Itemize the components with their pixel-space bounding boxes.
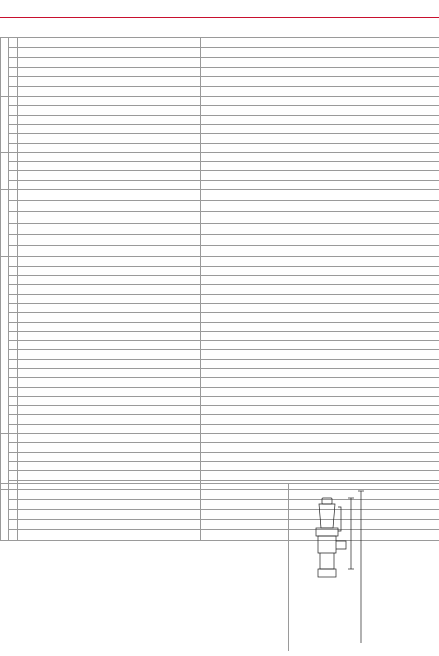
row-label bbox=[18, 143, 201, 152]
table-row bbox=[1, 97, 439, 106]
table-row bbox=[1, 38, 439, 48]
row-value bbox=[201, 38, 439, 48]
group-letter bbox=[3, 133, 6, 141]
valve-sketch bbox=[288, 483, 439, 651]
row-value bbox=[201, 67, 439, 77]
row-label bbox=[18, 47, 201, 57]
row-label bbox=[18, 387, 201, 396]
row-number bbox=[9, 77, 18, 87]
row-number bbox=[9, 124, 18, 133]
table-row bbox=[1, 387, 439, 396]
table-row bbox=[1, 359, 439, 368]
row-label bbox=[18, 359, 201, 368]
group-letter bbox=[3, 167, 6, 175]
group-label bbox=[1, 97, 9, 153]
row-label bbox=[18, 368, 201, 377]
group-letter bbox=[3, 248, 6, 256]
row-value bbox=[201, 212, 439, 223]
row-number bbox=[9, 38, 18, 48]
row-number bbox=[9, 266, 18, 275]
row-number bbox=[9, 341, 18, 350]
row-label bbox=[18, 461, 201, 470]
group-letter bbox=[3, 279, 6, 287]
table-row bbox=[1, 87, 439, 97]
row-number bbox=[9, 234, 18, 245]
row-value bbox=[201, 115, 439, 124]
row-number bbox=[9, 212, 18, 223]
row-label bbox=[18, 285, 201, 294]
group-label bbox=[1, 190, 9, 257]
table-row bbox=[1, 378, 439, 387]
row-label bbox=[18, 406, 201, 415]
table-row bbox=[1, 424, 439, 433]
table-row bbox=[1, 276, 439, 285]
row-label bbox=[18, 331, 201, 340]
row-number bbox=[9, 171, 18, 180]
table-row bbox=[1, 190, 439, 201]
group-letter bbox=[3, 362, 6, 370]
group-letter bbox=[3, 354, 6, 362]
row-value bbox=[201, 77, 439, 87]
row-number bbox=[9, 257, 18, 266]
row-label bbox=[18, 223, 201, 234]
row-value bbox=[201, 285, 439, 294]
row-number bbox=[9, 285, 18, 294]
group-letter bbox=[3, 403, 6, 411]
row-label bbox=[18, 180, 201, 189]
row-value bbox=[201, 359, 439, 368]
group-letter bbox=[3, 453, 6, 461]
table-row bbox=[1, 443, 439, 452]
table-row bbox=[1, 162, 439, 171]
table-row bbox=[1, 266, 439, 275]
table-row bbox=[1, 234, 439, 245]
row-number bbox=[9, 331, 18, 340]
row-value bbox=[201, 434, 439, 443]
row-label bbox=[18, 162, 201, 171]
row-number bbox=[9, 97, 18, 106]
group-letter bbox=[3, 337, 6, 345]
group-letter bbox=[3, 38, 6, 46]
row-label bbox=[18, 97, 201, 106]
row-value bbox=[201, 294, 439, 303]
row-number bbox=[9, 396, 18, 405]
row-number bbox=[9, 359, 18, 368]
row-number bbox=[9, 276, 18, 285]
row-label bbox=[18, 190, 201, 201]
row-value bbox=[201, 97, 439, 106]
table-row bbox=[1, 223, 439, 234]
row-number bbox=[9, 152, 18, 161]
group-letter bbox=[3, 312, 6, 320]
row-label bbox=[18, 350, 201, 359]
row-label bbox=[18, 77, 201, 87]
row-number bbox=[9, 434, 18, 443]
row-number bbox=[9, 322, 18, 331]
table-row bbox=[1, 396, 439, 405]
row-number bbox=[9, 87, 18, 97]
row-value bbox=[201, 396, 439, 405]
row-label bbox=[18, 124, 201, 133]
table-row bbox=[1, 67, 439, 77]
group-letter bbox=[3, 55, 6, 63]
row-value bbox=[201, 106, 439, 115]
row-value bbox=[201, 303, 439, 312]
row-number bbox=[9, 143, 18, 152]
row-number bbox=[9, 471, 18, 480]
table-row bbox=[1, 171, 439, 180]
row-value bbox=[201, 331, 439, 340]
row-value bbox=[201, 257, 439, 266]
group-letter bbox=[3, 198, 6, 206]
row-value bbox=[201, 180, 439, 189]
row-value bbox=[201, 378, 439, 387]
group-letter bbox=[3, 345, 6, 353]
row-label bbox=[18, 471, 201, 480]
table-row bbox=[1, 285, 439, 294]
group-letter bbox=[3, 470, 6, 478]
group-label bbox=[1, 152, 9, 189]
row-label bbox=[18, 415, 201, 424]
table-row bbox=[1, 415, 439, 424]
table-row bbox=[1, 180, 439, 189]
row-number bbox=[9, 387, 18, 396]
row-number bbox=[9, 57, 18, 67]
group-letter bbox=[3, 437, 6, 445]
row-label bbox=[18, 266, 201, 275]
row-label bbox=[18, 115, 201, 124]
group-letter bbox=[3, 71, 6, 79]
table-row bbox=[1, 124, 439, 133]
table-row bbox=[1, 313, 439, 322]
group-letter bbox=[3, 207, 6, 215]
row-label bbox=[18, 341, 201, 350]
group-letter bbox=[3, 124, 6, 132]
row-value bbox=[201, 276, 439, 285]
group-letter bbox=[3, 63, 6, 71]
header-bar bbox=[0, 0, 439, 18]
row-value bbox=[201, 162, 439, 171]
group-letter bbox=[3, 175, 6, 183]
table-row bbox=[1, 115, 439, 124]
row-value bbox=[201, 415, 439, 424]
row-number bbox=[9, 424, 18, 433]
row-label bbox=[18, 234, 201, 245]
row-value bbox=[201, 47, 439, 57]
group-letter bbox=[3, 46, 6, 54]
row-number bbox=[9, 415, 18, 424]
row-number bbox=[9, 368, 18, 377]
row-number bbox=[9, 134, 18, 143]
header-divider bbox=[0, 17, 439, 18]
group-letter bbox=[3, 304, 6, 312]
row-value bbox=[201, 201, 439, 212]
row-value bbox=[201, 341, 439, 350]
row-number bbox=[9, 406, 18, 415]
row-number bbox=[9, 47, 18, 57]
row-number bbox=[9, 378, 18, 387]
group-letter bbox=[3, 370, 6, 378]
row-value bbox=[201, 190, 439, 201]
row-value bbox=[201, 266, 439, 275]
group-letter bbox=[3, 329, 6, 337]
group-letter bbox=[3, 412, 6, 420]
row-number bbox=[9, 452, 18, 461]
row-value bbox=[201, 134, 439, 143]
row-label bbox=[18, 313, 201, 322]
table-row bbox=[1, 106, 439, 115]
row-label bbox=[18, 67, 201, 77]
group-letter bbox=[3, 190, 6, 198]
row-value bbox=[201, 387, 439, 396]
row-value bbox=[201, 223, 439, 234]
row-label bbox=[18, 443, 201, 452]
row-label bbox=[18, 246, 201, 257]
row-label bbox=[18, 106, 201, 115]
row-label bbox=[18, 322, 201, 331]
row-number bbox=[9, 223, 18, 234]
row-label bbox=[18, 201, 201, 212]
group-letter bbox=[3, 116, 6, 124]
table-row bbox=[1, 461, 439, 470]
row-value bbox=[201, 171, 439, 180]
table-row bbox=[1, 47, 439, 57]
row-number bbox=[9, 162, 18, 171]
row-value bbox=[201, 452, 439, 461]
table-row bbox=[1, 406, 439, 415]
row-label bbox=[18, 152, 201, 161]
row-label bbox=[18, 257, 201, 266]
row-number bbox=[9, 106, 18, 115]
group-label bbox=[1, 38, 9, 97]
row-label bbox=[18, 87, 201, 97]
row-number bbox=[9, 190, 18, 201]
table-row bbox=[1, 57, 439, 67]
group-letter bbox=[3, 378, 6, 386]
group-letter bbox=[3, 215, 6, 223]
group-letter bbox=[3, 320, 6, 328]
row-label bbox=[18, 424, 201, 433]
table-row bbox=[1, 434, 439, 443]
row-label bbox=[18, 396, 201, 405]
row-number bbox=[9, 461, 18, 470]
row-value bbox=[201, 152, 439, 161]
specification-table bbox=[0, 37, 439, 541]
row-number bbox=[9, 350, 18, 359]
row-value bbox=[201, 313, 439, 322]
table-row bbox=[1, 303, 439, 312]
group-letter bbox=[3, 223, 6, 231]
row-value bbox=[201, 461, 439, 470]
group-letter bbox=[3, 159, 6, 167]
row-number bbox=[9, 201, 18, 212]
row-value bbox=[201, 143, 439, 152]
table-row bbox=[1, 134, 439, 143]
group-label bbox=[1, 257, 9, 434]
row-number bbox=[9, 180, 18, 189]
row-value bbox=[201, 234, 439, 245]
table-row bbox=[1, 341, 439, 350]
table-row bbox=[1, 212, 439, 223]
row-label bbox=[18, 38, 201, 48]
table-row bbox=[1, 143, 439, 152]
row-label bbox=[18, 378, 201, 387]
row-number bbox=[9, 115, 18, 124]
row-label bbox=[18, 212, 201, 223]
table-row bbox=[1, 246, 439, 257]
row-value bbox=[201, 406, 439, 415]
table-row bbox=[1, 77, 439, 87]
row-number bbox=[9, 246, 18, 257]
row-number bbox=[9, 67, 18, 77]
table-row bbox=[1, 471, 439, 480]
table-row bbox=[1, 152, 439, 161]
valve-drawing-icon bbox=[289, 483, 439, 651]
table-row bbox=[1, 368, 439, 377]
group-letter bbox=[3, 79, 6, 87]
group-letter bbox=[3, 240, 6, 248]
row-value bbox=[201, 471, 439, 480]
row-label bbox=[18, 57, 201, 67]
group-letter bbox=[3, 232, 6, 240]
row-value bbox=[201, 124, 439, 133]
row-value bbox=[201, 57, 439, 67]
group-letter bbox=[3, 295, 6, 303]
row-value bbox=[201, 424, 439, 433]
table-row bbox=[1, 257, 439, 266]
row-value bbox=[201, 246, 439, 257]
table-row bbox=[1, 322, 439, 331]
row-value bbox=[201, 443, 439, 452]
row-value bbox=[201, 350, 439, 359]
table-row bbox=[1, 452, 439, 461]
table-row bbox=[1, 331, 439, 340]
row-number bbox=[9, 313, 18, 322]
group-letter bbox=[3, 88, 6, 96]
row-number bbox=[9, 443, 18, 452]
group-letter bbox=[3, 287, 6, 295]
row-label bbox=[18, 303, 201, 312]
table-row bbox=[1, 294, 439, 303]
row-number bbox=[9, 294, 18, 303]
group-letter bbox=[3, 445, 6, 453]
row-label bbox=[18, 276, 201, 285]
group-letter bbox=[3, 387, 6, 395]
row-label bbox=[18, 134, 201, 143]
row-value bbox=[201, 87, 439, 97]
table-row bbox=[1, 350, 439, 359]
row-label bbox=[18, 171, 201, 180]
group-letter bbox=[3, 395, 6, 403]
group-letter bbox=[3, 461, 6, 469]
group-letter bbox=[3, 271, 6, 279]
group-letter bbox=[3, 108, 6, 116]
row-label bbox=[18, 434, 201, 443]
row-value bbox=[201, 322, 439, 331]
table-row bbox=[1, 201, 439, 212]
row-value bbox=[201, 368, 439, 377]
row-label bbox=[18, 294, 201, 303]
row-number bbox=[9, 303, 18, 312]
row-label bbox=[18, 452, 201, 461]
group-label bbox=[1, 434, 9, 490]
